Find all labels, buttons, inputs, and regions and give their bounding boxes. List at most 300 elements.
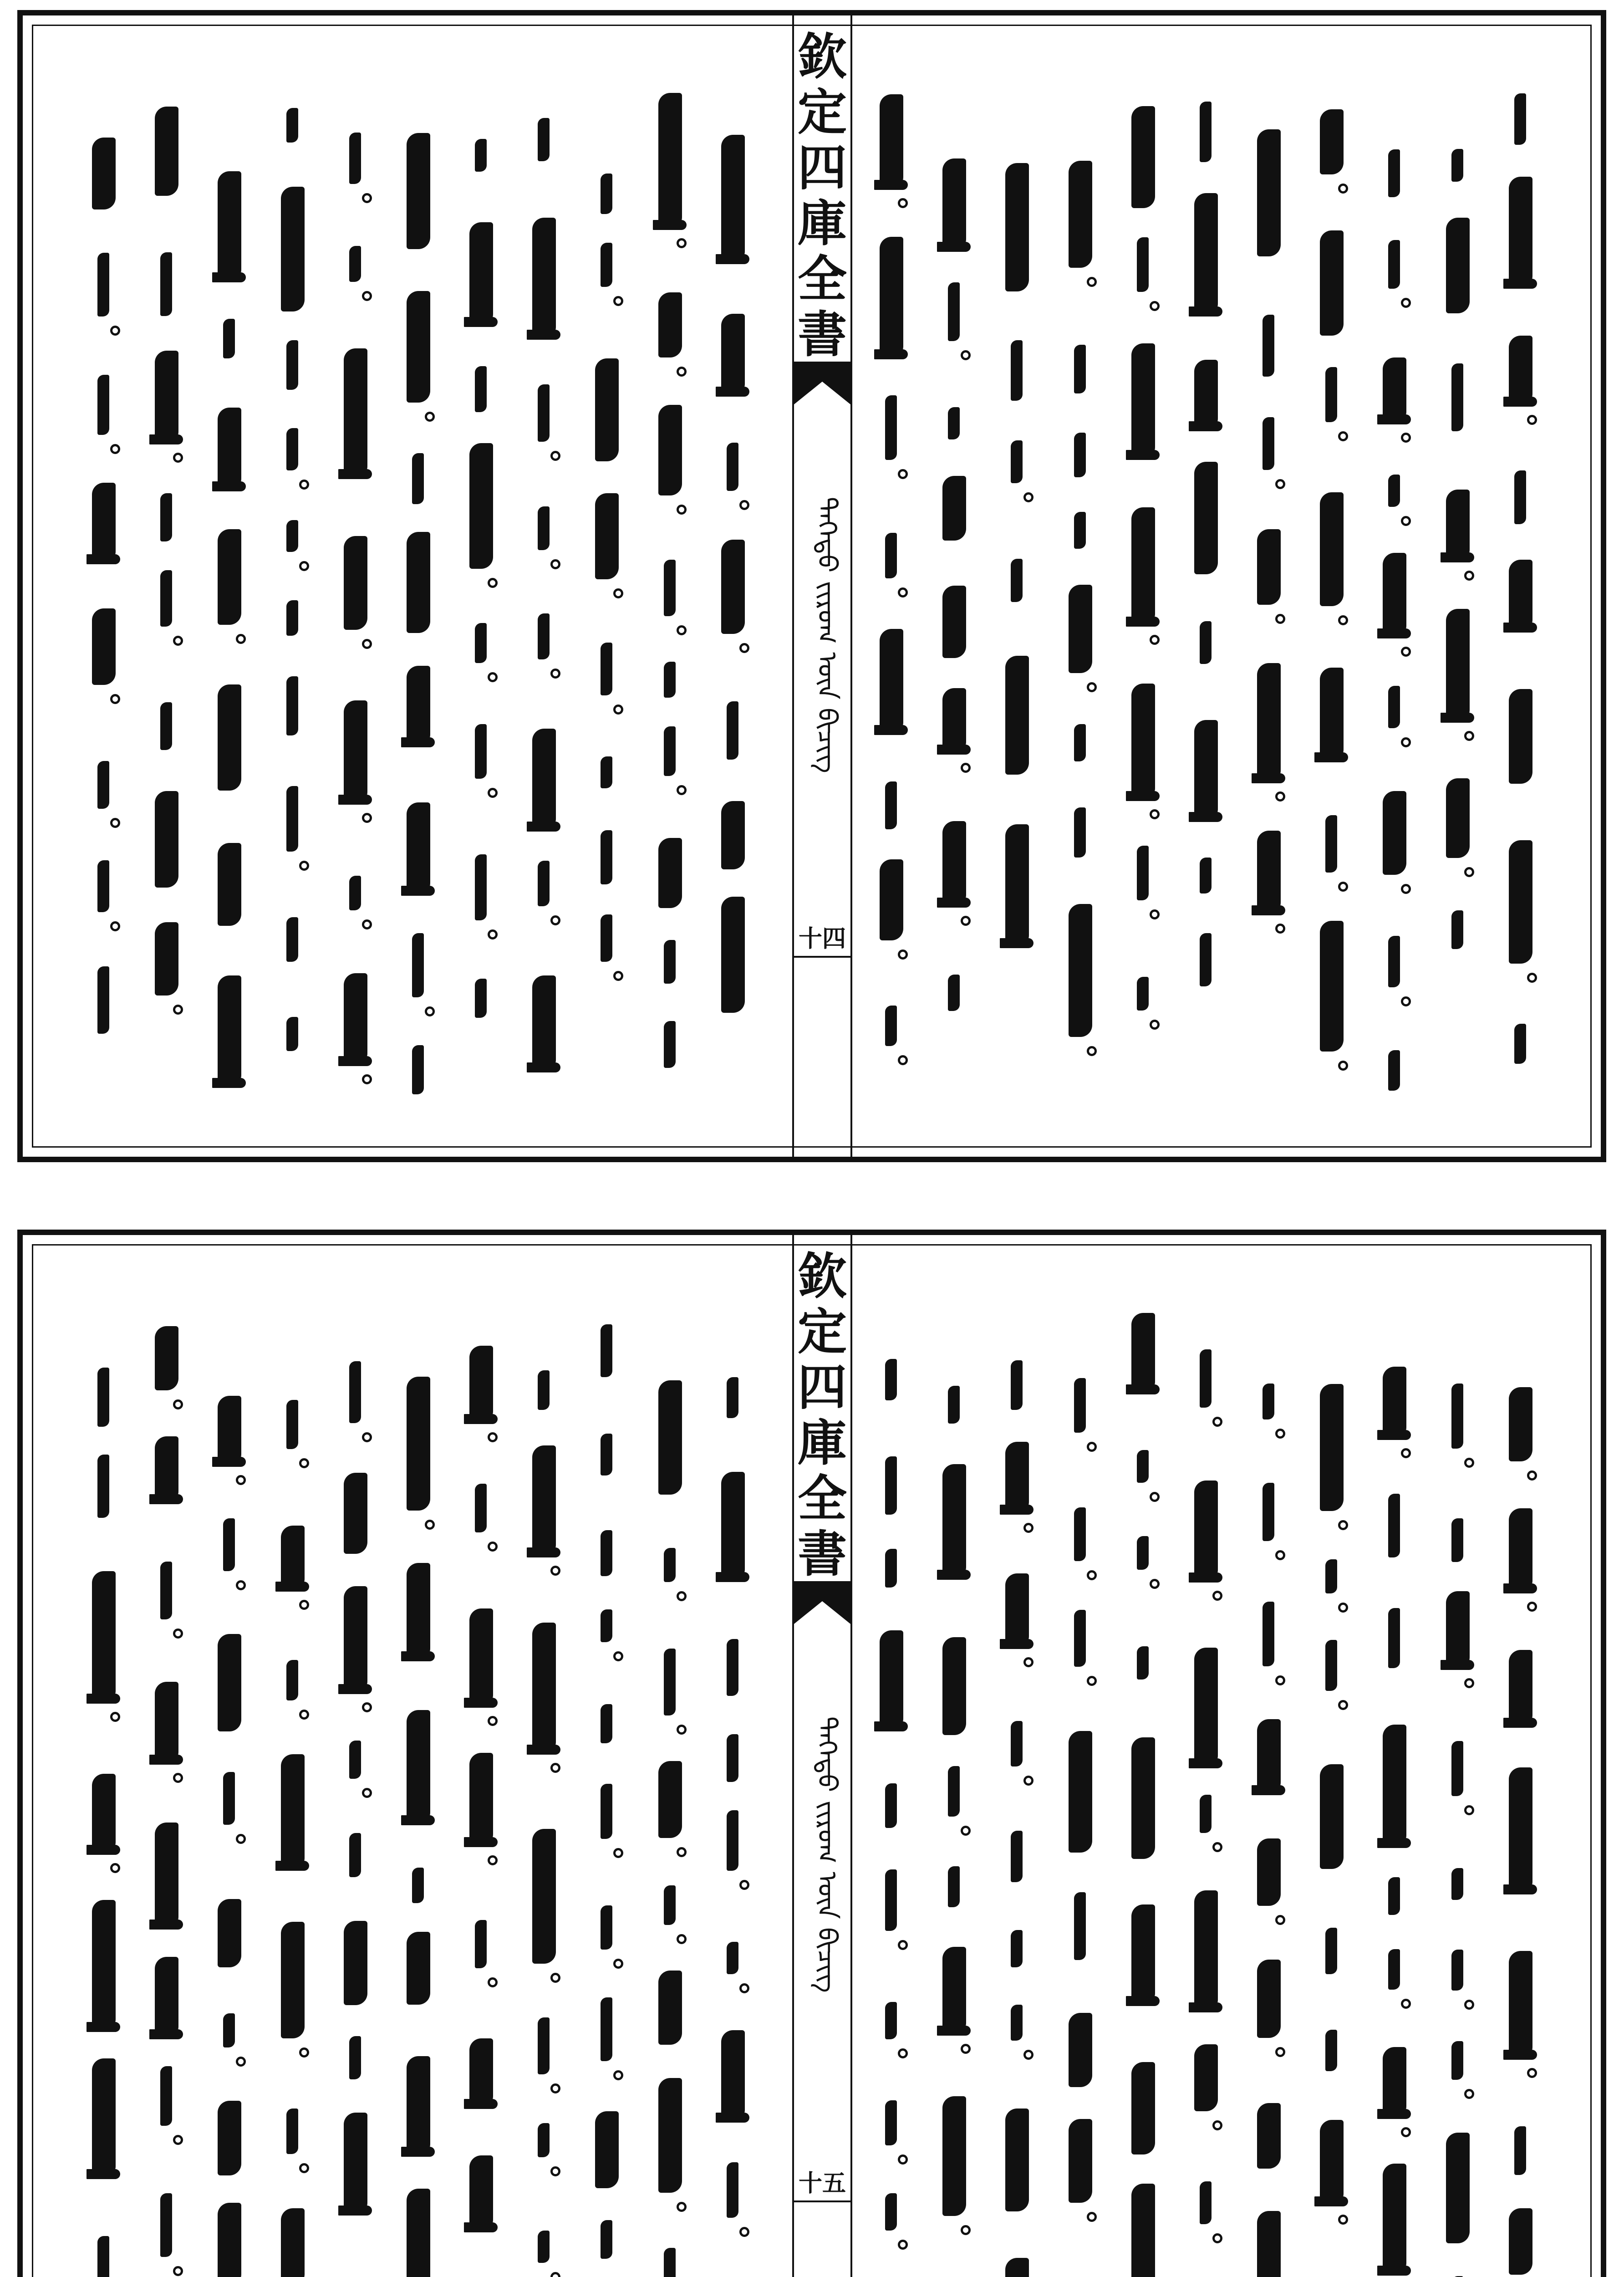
- punctuation-mark: [1275, 614, 1285, 624]
- upper-volume-text: ᠳᠡᠭᠡᠳᠦ ᠵᠢᠷᠤᠭ ᠦᠨ ᠪᠢᠴᠢᠭ: [812, 496, 843, 773]
- punctuation-mark: [488, 788, 498, 798]
- punctuation-mark: [173, 1773, 183, 1783]
- script-word: [349, 876, 361, 910]
- script-word: [97, 761, 109, 809]
- punctuation-mark: [1150, 301, 1160, 311]
- script-stroke: [149, 1920, 183, 1930]
- script-word: [223, 1772, 235, 1825]
- script-word: [595, 2111, 619, 2188]
- script-word: [1257, 1960, 1281, 2038]
- script-word: [155, 107, 178, 196]
- punctuation-mark: [1464, 1458, 1474, 1468]
- script-stroke: [401, 886, 435, 896]
- punctuation-mark: [613, 705, 623, 715]
- script-word: [1263, 417, 1274, 470]
- script-word: [349, 1361, 361, 1423]
- punctuation-mark: [1401, 1448, 1411, 1458]
- punctuation-mark: [1275, 479, 1285, 489]
- script-word: [155, 1326, 178, 1390]
- script-word: [218, 975, 241, 1087]
- script-word: [1200, 2181, 1212, 2224]
- script-word: [286, 2109, 298, 2154]
- script-word: [721, 540, 745, 634]
- script-word: [532, 975, 556, 1072]
- script-word: [664, 662, 676, 698]
- script-word: [97, 966, 109, 1034]
- script-word: [942, 586, 966, 658]
- script-word: [218, 2101, 241, 2175]
- script-word: [1509, 2208, 1532, 2275]
- punctuation-mark: [550, 2166, 560, 2176]
- script-word: [469, 443, 493, 569]
- script-word: [538, 506, 550, 550]
- script-word: [1509, 1508, 1532, 1593]
- script-word: [407, 133, 430, 249]
- script-word: [658, 1761, 682, 1838]
- punctuation-mark: [1087, 1046, 1097, 1056]
- script-word: [1005, 656, 1029, 775]
- script-word: [1388, 686, 1400, 728]
- script-word: [1388, 1608, 1400, 1668]
- script-stroke: [937, 745, 971, 755]
- lower-volume-text: ᠳᠡᠭᠡᠳᠦ ᠵᠢᠷᠤᠭ ᠦᠨ ᠪᠢᠴᠢᠭ: [812, 1716, 843, 1993]
- script-word: [349, 246, 361, 282]
- script-word: [1011, 340, 1023, 401]
- punctuation-mark: [1150, 635, 1160, 645]
- punctuation-mark: [362, 1788, 372, 1798]
- script-word: [1074, 807, 1086, 858]
- script-word: [1383, 2164, 1406, 2275]
- script-word: [721, 314, 745, 396]
- punctuation-mark: [1464, 1805, 1474, 1815]
- punctuation-mark: [1401, 433, 1411, 443]
- punctuation-mark: [236, 1580, 246, 1590]
- punctuation-mark: [362, 291, 372, 301]
- script-stroke: [716, 1572, 749, 1582]
- script-stroke: [1252, 773, 1285, 783]
- script-word: [97, 860, 109, 912]
- script-word: [601, 830, 612, 884]
- fold-title-char: 全: [797, 250, 847, 308]
- script-word: [532, 218, 556, 339]
- script-word: [1069, 161, 1092, 268]
- script-word: [349, 1741, 361, 1779]
- script-word: [1320, 921, 1344, 1052]
- script-stroke: [1000, 938, 1033, 948]
- script-word: [1325, 2030, 1337, 2071]
- script-word: [948, 407, 960, 439]
- script-word: [1388, 1494, 1400, 1557]
- punctuation-mark: [1527, 2068, 1537, 2078]
- script-word: [344, 1586, 367, 1693]
- script-word: [344, 1473, 367, 1554]
- script-word: [664, 1649, 676, 1715]
- script-stroke: [1000, 1505, 1033, 1515]
- script-word: [475, 366, 487, 412]
- punctuation-mark: [898, 587, 908, 597]
- punctuation-mark: [173, 1005, 183, 1015]
- script-stroke: [87, 1845, 120, 1855]
- script-word: [727, 1942, 738, 1974]
- script-word: [1388, 1877, 1400, 1915]
- script-word: [223, 2013, 235, 2047]
- script-word: [885, 1456, 897, 1515]
- script-word: [601, 1784, 612, 1839]
- punctuation-mark: [550, 559, 560, 569]
- fold-rule: [794, 2200, 850, 2202]
- script-word: [92, 1900, 116, 2031]
- punctuation-mark: [173, 1399, 183, 1409]
- script-word: [1451, 1518, 1463, 1562]
- script-word: [469, 1753, 493, 1846]
- fold-rule: [794, 956, 850, 958]
- lower-right-text-block: [865, 1235, 1557, 2277]
- punctuation-mark: [613, 588, 623, 598]
- script-word: [721, 135, 745, 263]
- script-word: [880, 1630, 903, 1731]
- script-word: [1383, 1725, 1406, 1847]
- script-word: [412, 453, 424, 504]
- script-word: [286, 340, 298, 390]
- punctuation-mark: [898, 950, 908, 960]
- punctuation-mark: [550, 915, 560, 925]
- script-word: [407, 802, 430, 895]
- punctuation-mark: [1464, 1678, 1474, 1688]
- script-word: [92, 2058, 116, 2178]
- script-word: [97, 1368, 109, 1427]
- script-word: [1137, 1646, 1149, 1680]
- script-word: [281, 1922, 305, 2038]
- script-word: [407, 2056, 430, 2156]
- punctuation-mark: [1338, 615, 1348, 625]
- script-word: [218, 843, 241, 926]
- punctuation-mark: [110, 326, 120, 336]
- script-word: [1388, 149, 1400, 197]
- punctuation-mark: [1023, 1657, 1033, 1667]
- script-word: [664, 2248, 676, 2277]
- script-word: [1257, 663, 1281, 782]
- punctuation-mark: [362, 813, 372, 823]
- punctuation-mark: [1275, 1675, 1285, 1685]
- script-word: [1320, 492, 1344, 606]
- script-word: [942, 1947, 966, 2035]
- punctuation-mark: [425, 412, 435, 422]
- script-word: [1325, 1640, 1337, 1691]
- script-word: [601, 1905, 612, 1950]
- script-word: [160, 493, 172, 541]
- script-word: [223, 1518, 235, 1571]
- punctuation-mark: [550, 1973, 560, 1983]
- script-word: [344, 348, 367, 478]
- script-word: [885, 2100, 897, 2145]
- script-word: [880, 629, 903, 734]
- script-word: [218, 2203, 241, 2277]
- script-stroke: [149, 434, 183, 444]
- script-word: [1383, 791, 1406, 875]
- script-word: [475, 623, 487, 663]
- punctuation-mark: [299, 2163, 309, 2173]
- punctuation-mark: [173, 2135, 183, 2145]
- script-word: [1451, 363, 1463, 431]
- script-word: [155, 1436, 178, 1503]
- script-word: [1200, 102, 1212, 162]
- script-word: [664, 1021, 676, 1068]
- fold-title-char: 定: [797, 1303, 847, 1361]
- script-stroke: [275, 1861, 309, 1871]
- script-word: [885, 1359, 897, 1400]
- script-stroke: [87, 2169, 120, 2179]
- script-stroke: [527, 1745, 560, 1755]
- script-stroke: [1126, 1996, 1160, 2006]
- script-word: [218, 1899, 241, 1967]
- script-word: [92, 1774, 116, 1854]
- script-word: [344, 700, 367, 804]
- script-word: [1005, 824, 1029, 947]
- script-word: [1137, 1536, 1149, 1570]
- script-word: [1074, 724, 1086, 761]
- script-word: [475, 139, 487, 172]
- script-word: [1005, 1573, 1029, 1648]
- lower-leaf: [17, 1230, 1606, 2277]
- script-stroke: [87, 554, 120, 564]
- script-stroke: [937, 2026, 971, 2036]
- script-word: [1005, 2258, 1029, 2277]
- punctuation-mark: [1087, 1676, 1097, 1686]
- script-word: [727, 1639, 738, 1696]
- script-word: [1200, 933, 1212, 986]
- script-stroke: [1377, 628, 1411, 638]
- script-word: [1069, 2013, 1092, 2087]
- script-word: [948, 1866, 960, 1907]
- script-word: [538, 861, 550, 906]
- script-word: [885, 1869, 897, 1931]
- punctuation-mark: [299, 1458, 309, 1468]
- script-word: [475, 1484, 487, 1532]
- punctuation-mark: [961, 916, 971, 926]
- script-word: [595, 493, 619, 579]
- punctuation-mark: [299, 1600, 309, 1610]
- script-stroke: [1441, 1660, 1474, 1670]
- script-word: [948, 282, 960, 341]
- script-word: [885, 781, 897, 829]
- script-word: [538, 613, 550, 659]
- script-word: [286, 520, 298, 552]
- script-stroke: [874, 725, 908, 735]
- punctuation-mark: [1150, 1020, 1160, 1030]
- script-word: [412, 1045, 424, 1094]
- script-word: [286, 1400, 298, 1449]
- script-word: [658, 405, 682, 495]
- script-word: [1263, 315, 1274, 377]
- script-stroke: [1503, 623, 1537, 633]
- script-word: [92, 483, 116, 563]
- script-word: [469, 222, 493, 326]
- punctuation-mark: [1212, 1591, 1222, 1601]
- lower-left-text-block: [77, 1235, 769, 2277]
- script-word: [1514, 470, 1526, 524]
- script-word: [1451, 1868, 1463, 1900]
- script-word: [1137, 977, 1149, 1011]
- script-word: [281, 2208, 305, 2277]
- script-word: [948, 975, 960, 1011]
- punctuation-mark: [739, 2227, 749, 2237]
- script-word: [1451, 149, 1463, 182]
- script-word: [344, 2113, 367, 2215]
- script-word: [942, 821, 966, 907]
- script-word: [1194, 720, 1218, 821]
- punctuation-mark: [739, 643, 749, 653]
- script-word: [1383, 357, 1406, 424]
- script-word: [532, 1623, 556, 1754]
- script-word: [880, 94, 903, 189]
- punctuation-mark: [1212, 1842, 1222, 1852]
- script-word: [727, 443, 738, 491]
- upper-page-number: 十四: [798, 925, 846, 953]
- punctuation-mark: [739, 1983, 749, 1993]
- punctuation-mark: [1275, 1915, 1285, 1925]
- script-word: [601, 1434, 612, 1475]
- script-stroke: [1503, 397, 1537, 407]
- script-word: [601, 756, 612, 788]
- script-word: [1069, 585, 1092, 673]
- punctuation-mark: [1527, 415, 1537, 425]
- script-word: [1509, 1951, 1532, 2059]
- script-word: [1257, 2211, 1281, 2277]
- upper-fold-title: [794, 29, 850, 362]
- script-stroke: [527, 330, 560, 340]
- punctuation-mark: [362, 1702, 372, 1712]
- script-word: [601, 174, 612, 214]
- script-stroke: [653, 220, 687, 230]
- script-word: [885, 1549, 897, 1588]
- punctuation-mark: [1275, 924, 1285, 934]
- punctuation-mark: [961, 350, 971, 360]
- script-word: [1200, 1795, 1212, 1833]
- fold-title-char: 四: [797, 139, 847, 197]
- script-stroke: [1126, 450, 1160, 460]
- punctuation-mark: [677, 1725, 687, 1735]
- script-word: [664, 726, 676, 776]
- fold-title-char: 書: [797, 1526, 847, 1583]
- upper-right-text-block: [865, 15, 1557, 1157]
- script-word: [942, 1637, 966, 1735]
- script-stroke: [149, 2029, 183, 2039]
- punctuation-mark: [488, 1977, 498, 1987]
- script-word: [1005, 1442, 1029, 1514]
- punctuation-mark: [1464, 571, 1474, 581]
- script-word: [97, 2236, 109, 2277]
- punctuation-mark: [677, 785, 687, 795]
- script-word: [1451, 910, 1463, 949]
- script-stroke: [464, 317, 498, 327]
- script-word: [92, 138, 116, 209]
- script-word: [1509, 840, 1532, 964]
- lower-fold-column: [792, 1235, 852, 2277]
- script-stroke: [1189, 421, 1222, 431]
- script-word: [538, 384, 550, 442]
- script-word: [407, 666, 430, 746]
- punctuation-mark: [236, 1475, 246, 1485]
- script-stroke: [464, 1698, 498, 1708]
- script-word: [218, 171, 241, 281]
- script-word: [1074, 345, 1086, 393]
- script-stroke: [401, 1651, 435, 1661]
- script-stroke: [1503, 1718, 1537, 1728]
- script-word: [1446, 1591, 1470, 1669]
- script-word: [344, 536, 367, 630]
- punctuation-mark: [425, 1520, 435, 1530]
- script-word: [475, 724, 487, 779]
- script-stroke: [338, 469, 372, 479]
- script-stroke: [1314, 752, 1348, 762]
- script-word: [601, 643, 612, 695]
- script-word: [469, 1346, 493, 1423]
- script-word: [407, 1563, 430, 1660]
- punctuation-mark: [362, 919, 372, 929]
- script-word: [475, 979, 487, 1018]
- punctuation-mark: [362, 1074, 372, 1084]
- script-word: [407, 532, 430, 633]
- script-word: [97, 253, 109, 317]
- script-stroke: [401, 737, 435, 747]
- script-word: [344, 1921, 367, 2005]
- script-stroke: [338, 795, 372, 805]
- script-stroke: [1000, 1639, 1033, 1649]
- punctuation-mark: [1338, 431, 1348, 441]
- punctuation-mark: [1150, 909, 1160, 919]
- script-word: [97, 1455, 109, 1518]
- script-word: [407, 1377, 430, 1511]
- punctuation-mark: [613, 1651, 623, 1661]
- script-word: [1131, 1313, 1155, 1394]
- script-word: [469, 2038, 493, 2108]
- punctuation-mark: [1212, 1417, 1222, 1427]
- script-stroke: [1314, 2196, 1348, 2206]
- script-word: [727, 701, 738, 760]
- punctuation-mark: [898, 2048, 908, 2058]
- script-word: [1011, 1831, 1023, 1882]
- punctuation-mark: [613, 1959, 623, 1969]
- punctuation-mark: [1401, 647, 1411, 657]
- script-word: [160, 702, 172, 750]
- punctuation-mark: [236, 634, 246, 644]
- script-word: [601, 243, 612, 287]
- script-word: [1011, 1721, 1023, 1766]
- script-word: [727, 2162, 738, 2218]
- script-word: [1137, 846, 1149, 900]
- script-word: [469, 2155, 493, 2231]
- punctuation-mark: [1527, 1470, 1537, 1481]
- punctuation-mark: [173, 636, 183, 646]
- punctuation-mark: [1023, 492, 1033, 502]
- punctuation-mark: [898, 469, 908, 479]
- script-stroke: [87, 2022, 120, 2032]
- script-word: [1194, 1481, 1218, 1582]
- script-word: [160, 1562, 172, 1619]
- fold-title-char: 庫: [797, 195, 847, 252]
- punctuation-mark: [1150, 1492, 1160, 1502]
- punctuation-mark: [1212, 2120, 1222, 2130]
- script-word: [727, 1377, 738, 1418]
- punctuation-mark: [110, 694, 120, 704]
- punctuation-mark: [1401, 996, 1411, 1006]
- script-word: [532, 729, 556, 831]
- punctuation-mark: [1212, 2233, 1222, 2243]
- script-word: [1320, 109, 1344, 174]
- script-stroke: [464, 1837, 498, 1847]
- punctuation-mark: [488, 1716, 498, 1726]
- script-stroke: [874, 180, 908, 190]
